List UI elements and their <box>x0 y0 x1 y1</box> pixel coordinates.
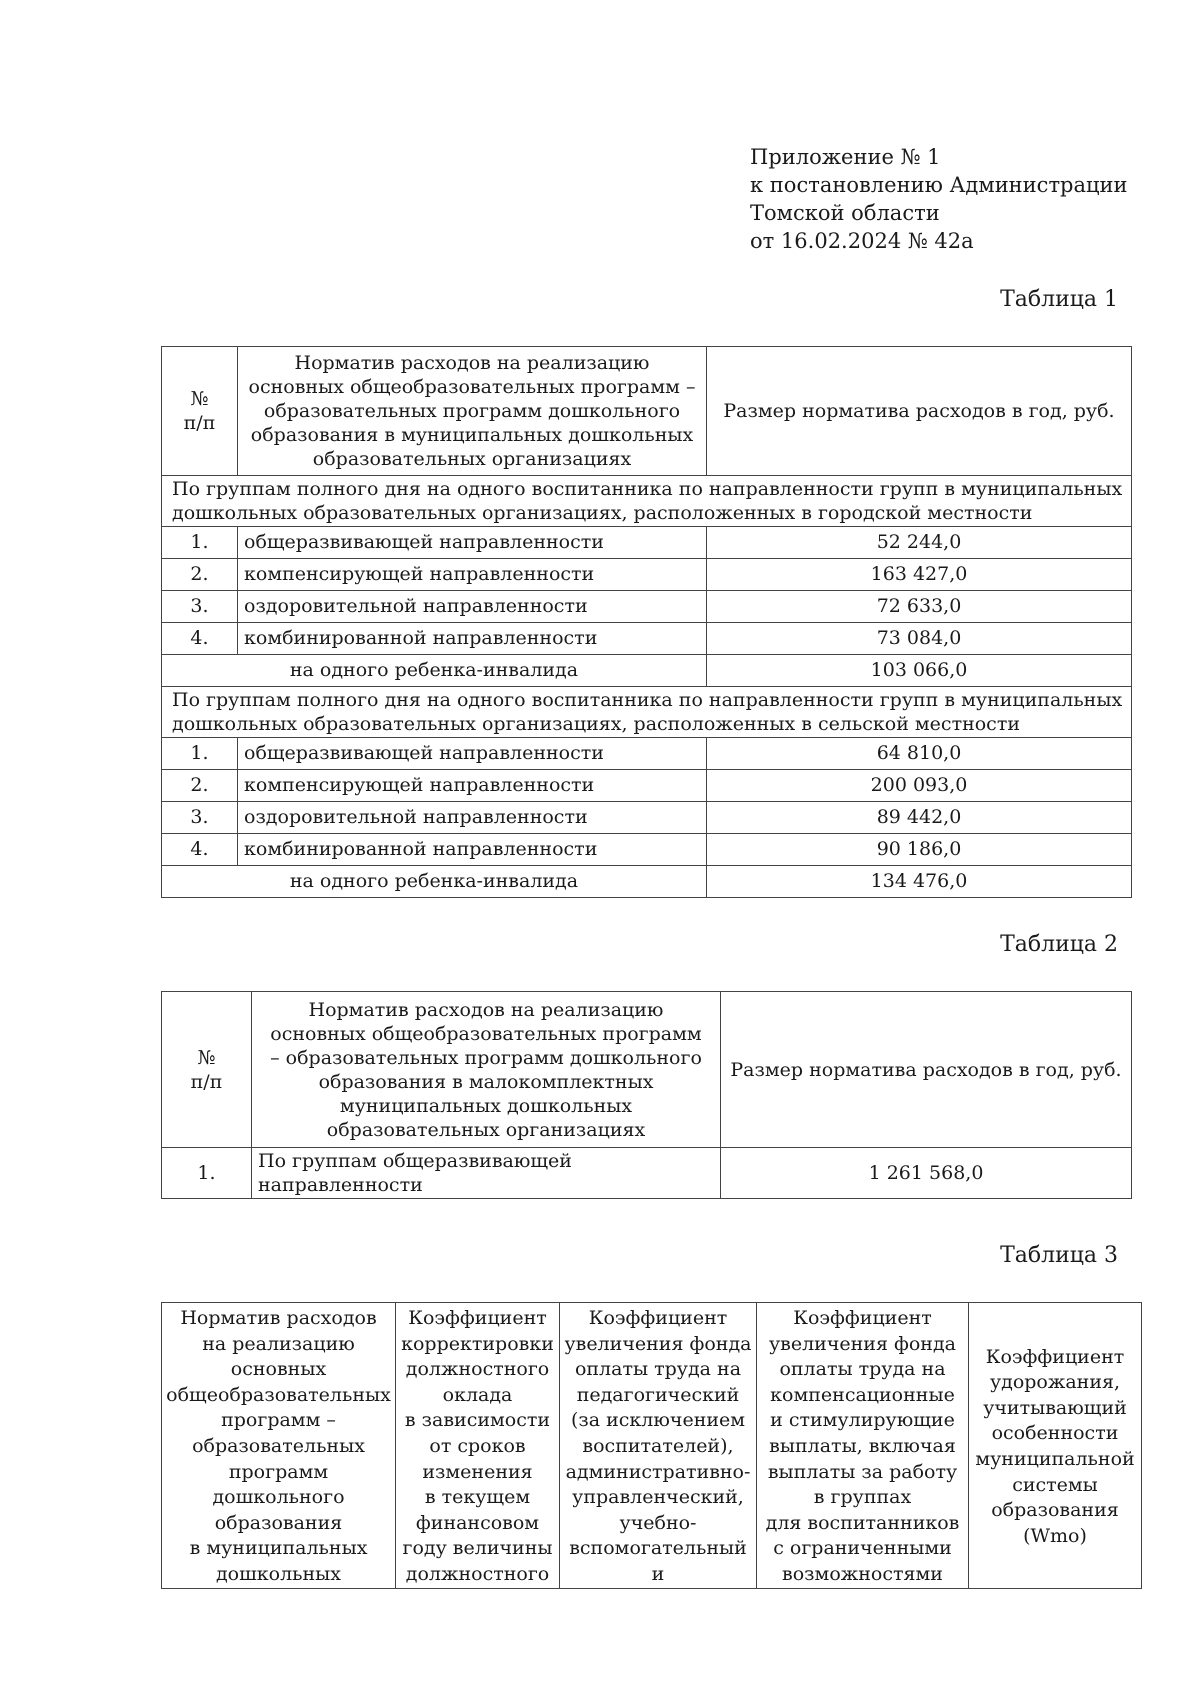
row-num: 1. <box>162 738 238 770</box>
row-value: 64 810,0 <box>707 738 1132 770</box>
section-row <box>162 687 1132 738</box>
table-row <box>162 738 1132 770</box>
section-row <box>162 476 1132 527</box>
table-row <box>162 802 1132 834</box>
table2-caption: Таблица 2 <box>1000 932 1118 957</box>
table-row <box>162 559 1132 591</box>
header-wmo-cell <box>969 1303 1142 1589</box>
appendix-line: от 16.02.2024 № 42а <box>750 229 974 253</box>
row-value: 163 427,0 <box>707 559 1132 591</box>
row-name: комбинированной направленности <box>238 834 707 866</box>
row-name: общеразвивающей направленности <box>238 527 707 559</box>
row-value: 52 244,0 <box>707 527 1132 559</box>
row-name: оздоровительной направленности <box>238 591 707 623</box>
table3-caption: Таблица 3 <box>1000 1243 1118 1268</box>
row-value: 1 261 568,0 <box>721 1148 1132 1199</box>
row-value: 103 066,0 <box>707 655 1132 687</box>
header-num: № п/п <box>162 347 238 476</box>
table-row <box>162 655 1132 687</box>
row-name: на одного ребенка-инвалида <box>162 655 707 687</box>
header-norm: Норматив расходов на реализацию основных общеобразовательных программ – образовательных программ дошкольного образования в муниципальных дошкольных образовательных организациях <box>238 347 707 476</box>
row-num: 4. <box>162 834 238 866</box>
row-name: компенсирующей направленности <box>238 559 707 591</box>
row-name: общеразвивающей направленности <box>238 738 707 770</box>
header-ped-fund-cell <box>560 1303 757 1589</box>
header-comp-fund-cell <box>757 1303 969 1589</box>
row-num: 1. <box>162 1148 252 1199</box>
row-name: По группам общеразвивающей направленности <box>252 1148 721 1199</box>
table-row <box>162 623 1132 655</box>
row-value: 200 093,0 <box>707 770 1132 802</box>
appendix-block <box>750 143 1128 255</box>
row-num: 3. <box>162 591 238 623</box>
row-name: компенсирующей направленности <box>238 770 707 802</box>
header-wmo-coef: Коэффициент удорожания, учитывающий особенности муниципальной системы образования (Wmo) <box>975 1345 1135 1547</box>
table-2 <box>161 991 1132 1199</box>
row-value: 73 084,0 <box>707 623 1132 655</box>
row-num: 3. <box>162 802 238 834</box>
row-num: 2. <box>162 559 238 591</box>
table-header-row <box>162 1303 1142 1589</box>
header-correction-cell <box>396 1303 560 1589</box>
table-3 <box>161 1302 1142 1589</box>
table1-caption: Таблица 1 <box>1000 287 1118 312</box>
table-row <box>162 527 1132 559</box>
header-size: Размер норматива расходов в год, руб. <box>707 347 1132 476</box>
row-value: 134 476,0 <box>707 866 1132 898</box>
row-value: 72 633,0 <box>707 591 1132 623</box>
table-row <box>162 834 1132 866</box>
table-header-row <box>162 992 1132 1148</box>
appendix-line: к постановлению Администрации <box>750 173 1128 197</box>
row-num: 1. <box>162 527 238 559</box>
table-1 <box>161 346 1132 898</box>
header-ped-fund-coef: Коэффициент увеличения фонда оплаты труда на педагогический (за исключением воспитателей), административно- управленческий, учебно- вспомогательный и <box>564 1307 752 1585</box>
header-norm-cell <box>162 1303 396 1589</box>
header-norm: Норматив расходов на реализацию основных общеобразовательных программ – образовательных программ дошкольного образования в малокомплектных муниципальных дошкольных образовательных организациях <box>252 992 721 1148</box>
row-num: 2. <box>162 770 238 802</box>
appendix-line: Томской области <box>750 201 940 225</box>
table-row <box>162 1148 1132 1199</box>
row-value: 89 442,0 <box>707 802 1132 834</box>
table-row <box>162 591 1132 623</box>
row-num: 4. <box>162 623 238 655</box>
header-size: Размер норматива расходов в год, руб. <box>721 992 1132 1148</box>
header-num: № п/п <box>162 992 252 1148</box>
row-value: 90 186,0 <box>707 834 1132 866</box>
header-correction-coef: Коэффициент корректировки должностного оклада в зависимости от сроков изменения в текущем финансовом году величины должностного <box>401 1307 554 1585</box>
table-header-row <box>162 347 1132 476</box>
header-comp-fund-coef: Коэффициент увеличения фонда оплаты труда на компенсационные и стимулирующие выплаты, включая выплаты за работу в группах для воспитанников с ограниченными возможностями <box>765 1307 960 1585</box>
header-norm: Норматив расходов на реализацию основных общеобразовательных программ – образовательных программ дошкольного образования в муниципальных дошкольных <box>166 1307 391 1585</box>
row-name: оздоровительной направленности <box>238 802 707 834</box>
rural-section-title: По группам полного дня на одного воспитанника по направленности групп в муниципальных дошкольных образовательных организациях, расположенных в сельской местности <box>162 687 1132 738</box>
appendix-line: Приложение № 1 <box>750 145 941 169</box>
row-name: комбинированной направленности <box>238 623 707 655</box>
table-row <box>162 770 1132 802</box>
urban-section-title: По группам полного дня на одного воспитанника по направленности групп в муниципальных дошкольных образовательных организациях, расположенных в городской местности <box>162 476 1132 527</box>
row-name: на одного ребенка-инвалида <box>162 866 707 898</box>
table-row <box>162 866 1132 898</box>
